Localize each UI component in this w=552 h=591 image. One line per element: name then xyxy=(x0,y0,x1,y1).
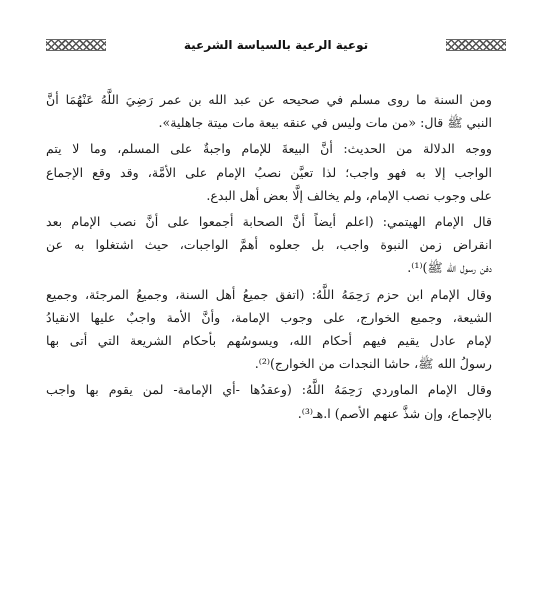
text-line: لإمام عادل يقيم فيهم أحكام الله، ويسوسُهم بأحكام الشريعة التي أتى بها xyxy=(46,333,492,349)
paragraph-4 xyxy=(46,283,506,376)
text-line: ومن السنة ما روى مسلم في صحيحه عن عبد الله بن عمر رَضِيَ اللَّهُ عَنْهُمَا أنَّ xyxy=(46,92,492,107)
paragraph-3 xyxy=(46,210,506,280)
text-line: دفن رسول الله ﷺ)⁽¹⁾. xyxy=(407,260,492,276)
paragraph-1 xyxy=(46,88,506,134)
text-line: رسولُ الله ﷺ، حاشا النجدات من الخوارج)⁽²⁾. xyxy=(254,356,492,372)
text-line: وقال الإمام ابن حزم رَحِمَهُ اللَّهُ: (اتفق جميعُ أهل السنة، وجميعُ المرجئة، وجميع xyxy=(46,286,492,302)
text-line: قال الإمام الهيتمي: (اعلم أيضاً أنَّ الصحابة أجمعوا على أنَّ نصب الإمام بعد xyxy=(46,214,492,230)
running-header xyxy=(46,35,506,55)
text-line: ووجه الدلالة من الحديث: أنَّ البيعةَ للإمام واجبةٌ على المسلم، وما لا يتم xyxy=(46,141,492,157)
text-line: الواجب إلا به فهو واجب؛ لذا تعيَّن نصبُ الإمام على الأمَّة، وقد وقع الإجماع xyxy=(46,164,492,180)
text-line: النبي ﷺ قال: «من مات وليس في عنقه بيعة مات ميتة جاهلية». xyxy=(158,115,492,131)
text-line: وقال الإمام الماوردي رَحِمَهُ اللَّهُ: (وعقدُها -أي الإمامة- لمن يقوم بها واجب xyxy=(46,382,492,398)
text-line: بالإجماع، وإن شذَّ عنهم الأصم) ا.هـ⁽³⁾. xyxy=(297,405,492,421)
page-body xyxy=(46,88,506,428)
header-ornament-left xyxy=(46,39,106,51)
paragraph-5 xyxy=(46,378,506,424)
text-line: على وجوب نصب الإمام، ولم يخالف إلَّا بعض أهل البدع. xyxy=(206,187,492,203)
header-ornament-right xyxy=(446,39,506,51)
text-line: الشيعة، وجميع الخوارج، على وجوب الإمامة، وأنَّ الأمة واجبٌ عليها الانقيادُ xyxy=(46,309,492,325)
header-title: توعية الرعية بالسياسة الشرعية xyxy=(183,38,369,52)
text-line: انقراض زمن النبوة واجب، بل جعلوه أهمَّ الواجبات، حيث اشتغلوا به عن xyxy=(46,237,492,253)
paragraph-2 xyxy=(46,137,506,207)
